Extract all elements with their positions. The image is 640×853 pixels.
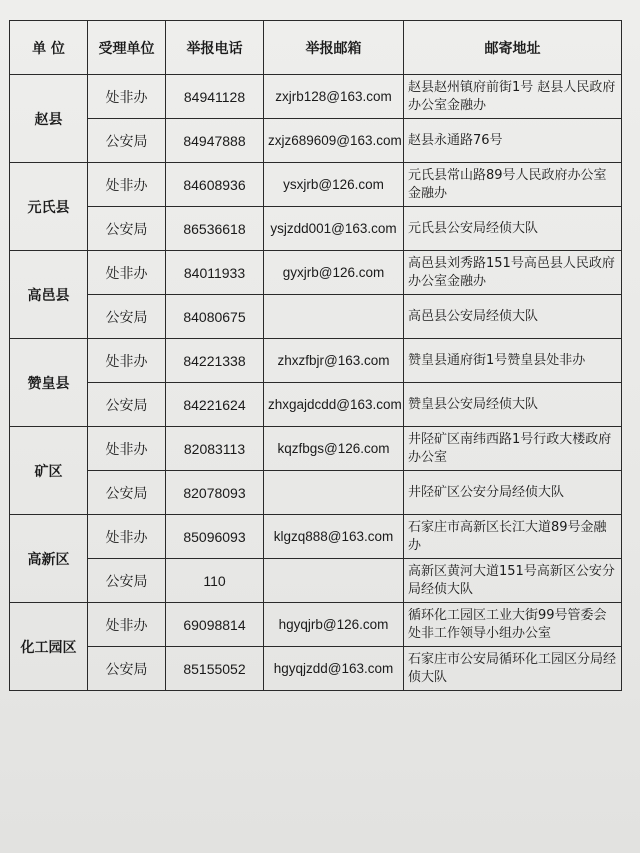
contact-table: [9, 20, 622, 691]
unit-cell: 处非办: [88, 75, 166, 119]
unit-cell: 处非办: [88, 163, 166, 207]
table-row: [10, 383, 622, 427]
table-row: [10, 251, 622, 295]
email-cell: kqzfbgs@126.com: [264, 427, 404, 471]
unit-cell: 处非办: [88, 603, 166, 647]
table-row: [10, 647, 622, 691]
header-unit: 受理单位: [88, 21, 166, 75]
table-row: [10, 603, 622, 647]
phone-cell: 84080675: [166, 295, 264, 339]
county-cell: 高邑县: [10, 251, 88, 339]
unit-cell: 公安局: [88, 559, 166, 603]
unit-cell: 公安局: [88, 471, 166, 515]
table-row: [10, 163, 622, 207]
address-cell: 高新区黄河大道151号高新区公安分局经侦大队: [404, 559, 622, 603]
address-cell: 石家庄市公安局循环化工园区分局经侦大队: [404, 647, 622, 691]
email-cell: ysxjrb@126.com: [264, 163, 404, 207]
county-cell: 矿区: [10, 427, 88, 515]
county-cell: 元氏县: [10, 163, 88, 251]
phone-cell: 84221338: [166, 339, 264, 383]
address-cell: 赵县永通路76号: [404, 119, 622, 163]
table-row: [10, 119, 622, 163]
unit-cell: 处非办: [88, 427, 166, 471]
phone-cell: 84941128: [166, 75, 264, 119]
email-cell: zxjz689609@163.com: [264, 119, 404, 163]
phone-cell: 84011933: [166, 251, 264, 295]
address-cell: 高邑县公安局经侦大队: [404, 295, 622, 339]
email-cell: klgzq888@163.com: [264, 515, 404, 559]
unit-cell: 公安局: [88, 383, 166, 427]
phone-cell: 84947888: [166, 119, 264, 163]
unit-cell: 公安局: [88, 119, 166, 163]
phone-cell: 85155052: [166, 647, 264, 691]
header-address: 邮寄地址: [404, 21, 622, 75]
address-cell: 赞皇县通府街1号赞皇县处非办: [404, 339, 622, 383]
table-row: [10, 559, 622, 603]
email-cell: zhxgajdcdd@163.com: [264, 383, 404, 427]
table-row: [10, 207, 622, 251]
unit-cell: 公安局: [88, 647, 166, 691]
phone-cell: 84221624: [166, 383, 264, 427]
table-row: [10, 427, 622, 471]
address-cell: 井陉矿区南纬西路1号行政大楼政府办公室: [404, 427, 622, 471]
county-cell: 化工园区: [10, 603, 88, 691]
email-cell: hgyqjrb@126.com: [264, 603, 404, 647]
county-cell: 赵县: [10, 75, 88, 163]
table-row: [10, 339, 622, 383]
header-phone: 举报电话: [166, 21, 264, 75]
email-cell: zhxzfbjr@163.com: [264, 339, 404, 383]
email-cell: hgyqjzdd@163.com: [264, 647, 404, 691]
header-county: 单 位: [10, 21, 88, 75]
address-cell: 石家庄市高新区长江大道89号金融办: [404, 515, 622, 559]
phone-cell: 86536618: [166, 207, 264, 251]
address-cell: 循环化工园区工业大街99号管委会处非工作领导小组办公室: [404, 603, 622, 647]
email-cell: [264, 471, 404, 515]
address-cell: 元氏县公安局经侦大队: [404, 207, 622, 251]
unit-cell: 处非办: [88, 515, 166, 559]
table-row: [10, 75, 622, 119]
email-cell: [264, 559, 404, 603]
address-cell: 高邑县刘秀路151号高邑县人民政府办公室金融办: [404, 251, 622, 295]
phone-cell: 82078093: [166, 471, 264, 515]
county-cell: 高新区: [10, 515, 88, 603]
phone-cell: 82083113: [166, 427, 264, 471]
unit-cell: 处非办: [88, 251, 166, 295]
email-cell: ysjzdd001@163.com: [264, 207, 404, 251]
phone-cell: 110: [166, 559, 264, 603]
table-row: [10, 471, 622, 515]
address-cell: 井陉矿区公安分局经侦大队: [404, 471, 622, 515]
email-cell: zxjrb128@163.com: [264, 75, 404, 119]
unit-cell: 公安局: [88, 295, 166, 339]
unit-cell: 处非办: [88, 339, 166, 383]
phone-cell: 84608936: [166, 163, 264, 207]
county-cell: 赞皇县: [10, 339, 88, 427]
email-cell: gyxjrb@126.com: [264, 251, 404, 295]
unit-cell: 公安局: [88, 207, 166, 251]
email-cell: [264, 295, 404, 339]
address-cell: 赵县赵州镇府前街1号 赵县人民政府办公室金融办: [404, 75, 622, 119]
table-row: [10, 295, 622, 339]
phone-cell: 69098814: [166, 603, 264, 647]
header-email: 举报邮箱: [264, 21, 404, 75]
phone-cell: 85096093: [166, 515, 264, 559]
table-row: [10, 515, 622, 559]
header-row: [10, 21, 622, 75]
address-cell: 元氏县常山路89号人民政府办公室金融办: [404, 163, 622, 207]
address-cell: 赞皇县公安局经侦大队: [404, 383, 622, 427]
